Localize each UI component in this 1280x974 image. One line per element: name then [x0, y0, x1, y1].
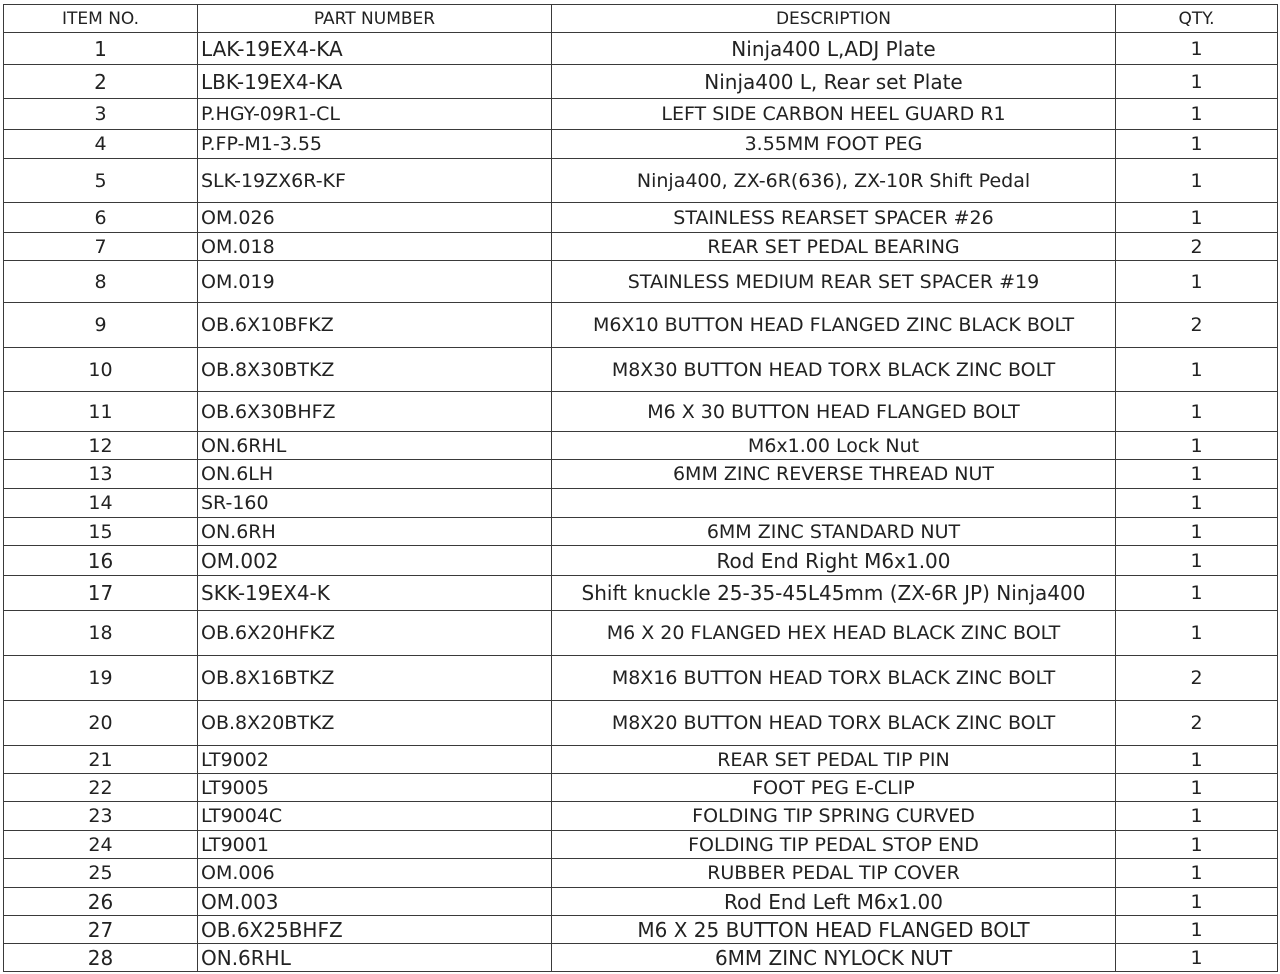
description-cell: STAINLESS MEDIUM REAR SET SPACER #19 — [552, 261, 1116, 303]
description-cell: M8X20 BUTTON HEAD TORX BLACK ZINC BOLT — [552, 701, 1116, 746]
quantity-cell: 1 — [1116, 460, 1278, 489]
table-row — [4, 348, 1278, 392]
quantity-cell: 1 — [1116, 831, 1278, 859]
part-number-cell: SR-160 — [198, 489, 552, 518]
description-cell: Rod End Right M6x1.00 — [552, 546, 1116, 576]
part-number-cell: OB.8X30BTKZ — [198, 348, 552, 392]
item-number-cell: 4 — [4, 130, 198, 159]
part-number-cell: OB.8X20BTKZ — [198, 701, 552, 746]
table-row — [4, 546, 1278, 576]
item-number-cell: 19 — [4, 656, 198, 701]
quantity-cell: 1 — [1116, 130, 1278, 159]
part-number-cell: OB.8X16BTKZ — [198, 656, 552, 701]
description-cell: Ninja400 L,ADJ Plate — [552, 33, 1116, 65]
part-number-cell: OM.019 — [198, 261, 552, 303]
table-row — [4, 65, 1278, 99]
part-number-cell: OB.6X20HFKZ — [198, 611, 552, 656]
item-number-cell: 13 — [4, 460, 198, 489]
quantity-cell: 1 — [1116, 348, 1278, 392]
quantity-cell: 1 — [1116, 518, 1278, 546]
item-number-cell: 1 — [4, 33, 198, 65]
item-number-cell: 5 — [4, 159, 198, 203]
description-cell: M8X16 BUTTON HEAD TORX BLACK ZINC BOLT — [552, 656, 1116, 701]
description-cell: REAR SET PEDAL TIP PIN — [552, 746, 1116, 774]
quantity-cell: 1 — [1116, 576, 1278, 611]
part-number-cell: OM.002 — [198, 546, 552, 576]
quantity-cell: 1 — [1116, 802, 1278, 831]
item-number-cell: 18 — [4, 611, 198, 656]
quantity-cell: 1 — [1116, 261, 1278, 303]
part-number-cell: SLK-19ZX6R-KF — [198, 159, 552, 203]
description-cell: M6 X 25 BUTTON HEAD FLANGED BOLT — [552, 916, 1116, 944]
quantity-cell: 2 — [1116, 701, 1278, 746]
item-number-cell: 3 — [4, 99, 198, 130]
quantity-cell: 1 — [1116, 392, 1278, 432]
bill-of-materials-table — [3, 4, 1278, 972]
item-number-cell: 8 — [4, 261, 198, 303]
quantity-cell: 1 — [1116, 916, 1278, 944]
quantity-cell: 1 — [1116, 546, 1278, 576]
table-row — [4, 888, 1278, 916]
item-number-cell: 20 — [4, 701, 198, 746]
part-number-cell: P.HGY-09R1-CL — [198, 99, 552, 130]
description-cell: LEFT SIDE CARBON HEEL GUARD R1 — [552, 99, 1116, 130]
item-number-cell: 23 — [4, 802, 198, 831]
quantity-cell: 1 — [1116, 489, 1278, 518]
part-number-cell: OM.003 — [198, 888, 552, 916]
quantity-cell: 1 — [1116, 159, 1278, 203]
item-number-cell: 11 — [4, 392, 198, 432]
item-number-cell: 28 — [4, 944, 198, 972]
description-cell: M6X10 BUTTON HEAD FLANGED ZINC BLACK BOLT — [552, 303, 1116, 348]
quantity-cell: 1 — [1116, 203, 1278, 233]
description-cell: FOOT PEG E-CLIP — [552, 774, 1116, 802]
description-cell: 6MM ZINC REVERSE THREAD NUT — [552, 460, 1116, 489]
item-number-cell: 12 — [4, 432, 198, 460]
part-number-cell: LAK-19EX4-KA — [198, 33, 552, 65]
quantity-cell: 2 — [1116, 303, 1278, 348]
part-number-cell: OM.026 — [198, 203, 552, 233]
header-item-no: ITEM NO. — [4, 5, 198, 33]
table-row — [4, 916, 1278, 944]
table-row — [4, 746, 1278, 774]
part-number-cell: LT9001 — [198, 831, 552, 859]
item-number-cell: 7 — [4, 233, 198, 261]
table-row — [4, 576, 1278, 611]
item-number-cell: 15 — [4, 518, 198, 546]
quantity-cell: 1 — [1116, 774, 1278, 802]
description-cell — [552, 489, 1116, 518]
table-row — [4, 656, 1278, 701]
description-cell: Ninja400, ZX-6R(636), ZX-10R Shift Pedal — [552, 159, 1116, 203]
table-row — [4, 432, 1278, 460]
description-cell: Ninja400 L, Rear set Plate — [552, 65, 1116, 99]
quantity-cell: 1 — [1116, 944, 1278, 972]
table-row — [4, 831, 1278, 859]
item-number-cell: 14 — [4, 489, 198, 518]
description-cell: 3.55MM FOOT PEG — [552, 130, 1116, 159]
table-body — [4, 33, 1278, 972]
quantity-cell: 1 — [1116, 859, 1278, 888]
description-cell: Rod End Left M6x1.00 — [552, 888, 1116, 916]
part-number-cell: ON.6RH — [198, 518, 552, 546]
description-cell: 6MM ZINC STANDARD NUT — [552, 518, 1116, 546]
part-number-cell: ON.6RHL — [198, 944, 552, 972]
item-number-cell: 10 — [4, 348, 198, 392]
description-cell: M6 X 30 BUTTON HEAD FLANGED BOLT — [552, 392, 1116, 432]
quantity-cell: 1 — [1116, 33, 1278, 65]
item-number-cell: 2 — [4, 65, 198, 99]
quantity-cell: 1 — [1116, 65, 1278, 99]
item-number-cell: 24 — [4, 831, 198, 859]
header-row — [4, 5, 1278, 33]
part-number-cell: OM.006 — [198, 859, 552, 888]
description-cell: FOLDING TIP PEDAL STOP END — [552, 831, 1116, 859]
table-row — [4, 392, 1278, 432]
table-row — [4, 99, 1278, 130]
description-cell: RUBBER PEDAL TIP COVER — [552, 859, 1116, 888]
part-number-cell: OM.018 — [198, 233, 552, 261]
item-number-cell: 27 — [4, 916, 198, 944]
table-row — [4, 774, 1278, 802]
table-row — [4, 611, 1278, 656]
description-cell: STAINLESS REARSET SPACER #26 — [552, 203, 1116, 233]
description-cell: Shift knuckle 25-35-45L45mm (ZX-6R JP) Ninja400 — [552, 576, 1116, 611]
quantity-cell: 2 — [1116, 656, 1278, 701]
part-number-cell: OB.6X30BHFZ — [198, 392, 552, 432]
table-row — [4, 859, 1278, 888]
quantity-cell: 2 — [1116, 233, 1278, 261]
part-number-cell: ON.6LH — [198, 460, 552, 489]
quantity-cell: 1 — [1116, 746, 1278, 774]
part-number-cell: OB.6X25BHFZ — [198, 916, 552, 944]
table-row — [4, 701, 1278, 746]
description-cell: M6x1.00 Lock Nut — [552, 432, 1116, 460]
quantity-cell: 1 — [1116, 888, 1278, 916]
quantity-cell: 1 — [1116, 611, 1278, 656]
part-number-cell: SKK-19EX4-K — [198, 576, 552, 611]
item-number-cell: 21 — [4, 746, 198, 774]
table-row — [4, 944, 1278, 972]
table-row — [4, 33, 1278, 65]
part-number-cell: LT9002 — [198, 746, 552, 774]
description-cell: FOLDING TIP SPRING CURVED — [552, 802, 1116, 831]
part-number-cell: LT9005 — [198, 774, 552, 802]
table-row — [4, 303, 1278, 348]
table-row — [4, 203, 1278, 233]
table-row — [4, 130, 1278, 159]
item-number-cell: 9 — [4, 303, 198, 348]
quantity-cell: 1 — [1116, 99, 1278, 130]
table-row — [4, 518, 1278, 546]
header-qty: QTY. — [1116, 5, 1278, 33]
item-number-cell: 25 — [4, 859, 198, 888]
table-row — [4, 489, 1278, 518]
item-number-cell: 22 — [4, 774, 198, 802]
table-row — [4, 233, 1278, 261]
description-cell: 6MM ZINC NYLOCK NUT — [552, 944, 1116, 972]
header-description: DESCRIPTION — [552, 5, 1116, 33]
description-cell: M6 X 20 FLANGED HEX HEAD BLACK ZINC BOLT — [552, 611, 1116, 656]
header-part-number: PART NUMBER — [198, 5, 552, 33]
item-number-cell: 6 — [4, 203, 198, 233]
part-number-cell: P.FP-M1-3.55 — [198, 130, 552, 159]
item-number-cell: 16 — [4, 546, 198, 576]
part-number-cell: ON.6RHL — [198, 432, 552, 460]
item-number-cell: 26 — [4, 888, 198, 916]
quantity-cell: 1 — [1116, 432, 1278, 460]
table-row — [4, 802, 1278, 831]
description-cell: M8X30 BUTTON HEAD TORX BLACK ZINC BOLT — [552, 348, 1116, 392]
part-number-cell: LBK-19EX4-KA — [198, 65, 552, 99]
part-number-cell: OB.6X10BFKZ — [198, 303, 552, 348]
item-number-cell: 17 — [4, 576, 198, 611]
table-row — [4, 460, 1278, 489]
table-row — [4, 261, 1278, 303]
table-row — [4, 159, 1278, 203]
part-number-cell: LT9004C — [198, 802, 552, 831]
description-cell: REAR SET PEDAL BEARING — [552, 233, 1116, 261]
